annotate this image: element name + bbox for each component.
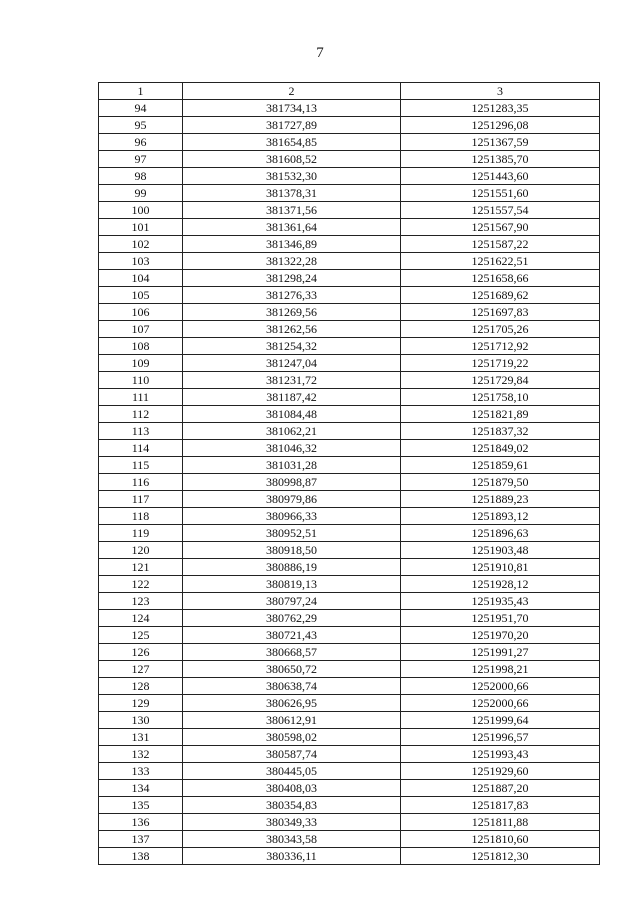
y-coordinate-cell: 1251896,63 [401,525,600,542]
table-row [99,236,600,253]
table-row [99,610,600,627]
table-row [99,287,600,304]
y-coordinate-cell: 1251993,43 [401,746,600,763]
y-coordinate-cell: 1252000,66 [401,695,600,712]
x-coordinate-cell: 381734,13 [183,100,401,117]
header-cell-2: 2 [183,83,401,100]
table-row [99,321,600,338]
table-row [99,627,600,644]
point-number-cell: 104 [99,270,183,287]
header-cell-1: 1 [99,83,183,100]
point-number-cell: 117 [99,491,183,508]
y-coordinate-cell: 1251385,70 [401,151,600,168]
y-coordinate-cell: 1251879,50 [401,474,600,491]
x-coordinate-cell: 380598,02 [183,729,401,746]
point-number-cell: 102 [99,236,183,253]
y-coordinate-cell: 1251889,23 [401,491,600,508]
x-coordinate-cell: 381654,85 [183,134,401,151]
table-row [99,168,600,185]
point-number-cell: 122 [99,576,183,593]
table-row [99,185,600,202]
table-row [99,814,600,831]
point-number-cell: 115 [99,457,183,474]
x-coordinate-cell: 380650,72 [183,661,401,678]
point-number-cell: 103 [99,253,183,270]
x-coordinate-cell: 380918,50 [183,542,401,559]
x-coordinate-cell: 380638,74 [183,678,401,695]
point-number-cell: 108 [99,338,183,355]
point-number-cell: 114 [99,440,183,457]
x-coordinate-cell: 381276,33 [183,287,401,304]
y-coordinate-cell: 1251283,35 [401,100,600,117]
x-coordinate-cell: 380612,91 [183,712,401,729]
table-row [99,134,600,151]
table-row [99,644,600,661]
point-number-cell: 97 [99,151,183,168]
y-coordinate-cell: 1252000,66 [401,678,600,695]
point-number-cell: 137 [99,831,183,848]
x-coordinate-cell: 380952,51 [183,525,401,542]
table-row [99,491,600,508]
x-coordinate-cell: 381231,72 [183,372,401,389]
table-row [99,542,600,559]
x-coordinate-cell: 381378,31 [183,185,401,202]
table-row [99,780,600,797]
table-row [99,712,600,729]
point-number-cell: 121 [99,559,183,576]
x-coordinate-cell: 380408,03 [183,780,401,797]
y-coordinate-cell: 1251811,88 [401,814,600,831]
y-coordinate-cell: 1251697,83 [401,304,600,321]
table-body [99,83,600,865]
point-number-cell: 105 [99,287,183,304]
x-coordinate-cell: 381046,32 [183,440,401,457]
point-number-cell: 118 [99,508,183,525]
x-coordinate-cell: 380668,57 [183,644,401,661]
y-coordinate-cell: 1251859,61 [401,457,600,474]
table-row [99,372,600,389]
x-coordinate-cell: 380336,11 [183,848,401,865]
point-number-cell: 135 [99,797,183,814]
point-number-cell: 109 [99,355,183,372]
x-coordinate-cell: 381031,28 [183,457,401,474]
table-row [99,797,600,814]
table-row [99,389,600,406]
y-coordinate-cell: 1251705,26 [401,321,600,338]
y-coordinate-cell: 1251567,90 [401,219,600,236]
point-number-cell: 134 [99,780,183,797]
point-number-cell: 113 [99,423,183,440]
point-number-cell: 98 [99,168,183,185]
point-number-cell: 110 [99,372,183,389]
x-coordinate-cell: 380886,19 [183,559,401,576]
table-row [99,423,600,440]
page-number: 7 [316,45,324,61]
x-coordinate-cell: 380626,95 [183,695,401,712]
y-coordinate-cell: 1251367,59 [401,134,600,151]
table-row [99,406,600,423]
y-coordinate-cell: 1251887,20 [401,780,600,797]
y-coordinate-cell: 1251817,83 [401,797,600,814]
y-coordinate-cell: 1251928,12 [401,576,600,593]
y-coordinate-cell: 1251719,22 [401,355,600,372]
x-coordinate-cell: 380349,33 [183,814,401,831]
y-coordinate-cell: 1251837,32 [401,423,600,440]
point-number-cell: 130 [99,712,183,729]
point-number-cell: 138 [99,848,183,865]
table-row [99,508,600,525]
table-row [99,151,600,168]
point-number-cell: 127 [99,661,183,678]
point-number-cell: 125 [99,627,183,644]
table-row [99,576,600,593]
x-coordinate-cell: 380998,87 [183,474,401,491]
table-header-row [99,83,600,100]
x-coordinate-cell: 380354,83 [183,797,401,814]
y-coordinate-cell: 1251622,51 [401,253,600,270]
y-coordinate-cell: 1251587,22 [401,236,600,253]
table-row [99,457,600,474]
x-coordinate-cell: 380721,43 [183,627,401,644]
table-row [99,474,600,491]
table-row [99,525,600,542]
x-coordinate-cell: 381371,56 [183,202,401,219]
table-row [99,100,600,117]
y-coordinate-cell: 1251557,54 [401,202,600,219]
point-number-cell: 100 [99,202,183,219]
y-coordinate-cell: 1251689,62 [401,287,600,304]
point-number-cell: 129 [99,695,183,712]
x-coordinate-cell: 380343,58 [183,831,401,848]
x-coordinate-cell: 381084,48 [183,406,401,423]
point-number-cell: 106 [99,304,183,321]
table-row [99,338,600,355]
table-row [99,270,600,287]
table-row [99,219,600,236]
table-row [99,253,600,270]
point-number-cell: 131 [99,729,183,746]
table-row [99,661,600,678]
y-coordinate-cell: 1251551,60 [401,185,600,202]
x-coordinate-cell: 381608,52 [183,151,401,168]
y-coordinate-cell: 1251998,21 [401,661,600,678]
point-number-cell: 128 [99,678,183,695]
table-row [99,678,600,695]
table-row [99,559,600,576]
y-coordinate-cell: 1251999,64 [401,712,600,729]
y-coordinate-cell: 1251821,89 [401,406,600,423]
x-coordinate-cell: 381254,32 [183,338,401,355]
header-cell-3: 3 [401,83,600,100]
y-coordinate-cell: 1251712,92 [401,338,600,355]
point-number-cell: 95 [99,117,183,134]
x-coordinate-cell: 381269,56 [183,304,401,321]
y-coordinate-cell: 1251929,60 [401,763,600,780]
point-number-cell: 133 [99,763,183,780]
point-number-cell: 107 [99,321,183,338]
table-row [99,117,600,134]
table-row [99,304,600,321]
y-coordinate-cell: 1251951,70 [401,610,600,627]
x-coordinate-cell: 381262,56 [183,321,401,338]
coordinates-table [98,82,600,865]
table-row [99,695,600,712]
x-coordinate-cell: 381322,28 [183,253,401,270]
point-number-cell: 94 [99,100,183,117]
x-coordinate-cell: 380587,74 [183,746,401,763]
y-coordinate-cell: 1251970,20 [401,627,600,644]
table-row [99,355,600,372]
table-row [99,729,600,746]
x-coordinate-cell: 380966,33 [183,508,401,525]
y-coordinate-cell: 1251296,08 [401,117,600,134]
x-coordinate-cell: 381247,04 [183,355,401,372]
point-number-cell: 123 [99,593,183,610]
point-number-cell: 111 [99,389,183,406]
table-row [99,746,600,763]
y-coordinate-cell: 1251812,30 [401,848,600,865]
point-number-cell: 116 [99,474,183,491]
y-coordinate-cell: 1251903,48 [401,542,600,559]
y-coordinate-cell: 1251849,02 [401,440,600,457]
point-number-cell: 112 [99,406,183,423]
y-coordinate-cell: 1251443,60 [401,168,600,185]
x-coordinate-cell: 381062,21 [183,423,401,440]
y-coordinate-cell: 1251758,10 [401,389,600,406]
y-coordinate-cell: 1251658,66 [401,270,600,287]
x-coordinate-cell: 381298,24 [183,270,401,287]
point-number-cell: 96 [99,134,183,151]
x-coordinate-cell: 381532,30 [183,168,401,185]
x-coordinate-cell: 381361,64 [183,219,401,236]
table-row [99,202,600,219]
y-coordinate-cell: 1251991,27 [401,644,600,661]
point-number-cell: 132 [99,746,183,763]
x-coordinate-cell: 381727,89 [183,117,401,134]
y-coordinate-cell: 1251729,84 [401,372,600,389]
point-number-cell: 119 [99,525,183,542]
x-coordinate-cell: 380979,86 [183,491,401,508]
y-coordinate-cell: 1251996,57 [401,729,600,746]
x-coordinate-cell: 381187,42 [183,389,401,406]
x-coordinate-cell: 380797,24 [183,593,401,610]
table-row [99,440,600,457]
y-coordinate-cell: 1251910,81 [401,559,600,576]
y-coordinate-cell: 1251810,60 [401,831,600,848]
point-number-cell: 99 [99,185,183,202]
x-coordinate-cell: 381346,89 [183,236,401,253]
x-coordinate-cell: 380819,13 [183,576,401,593]
point-number-cell: 126 [99,644,183,661]
point-number-cell: 120 [99,542,183,559]
point-number-cell: 124 [99,610,183,627]
point-number-cell: 101 [99,219,183,236]
x-coordinate-cell: 380762,29 [183,610,401,627]
table-row [99,763,600,780]
table-row [99,848,600,865]
table-row [99,593,600,610]
y-coordinate-cell: 1251893,12 [401,508,600,525]
x-coordinate-cell: 380445,05 [183,763,401,780]
table-row [99,831,600,848]
y-coordinate-cell: 1251935,43 [401,593,600,610]
point-number-cell: 136 [99,814,183,831]
